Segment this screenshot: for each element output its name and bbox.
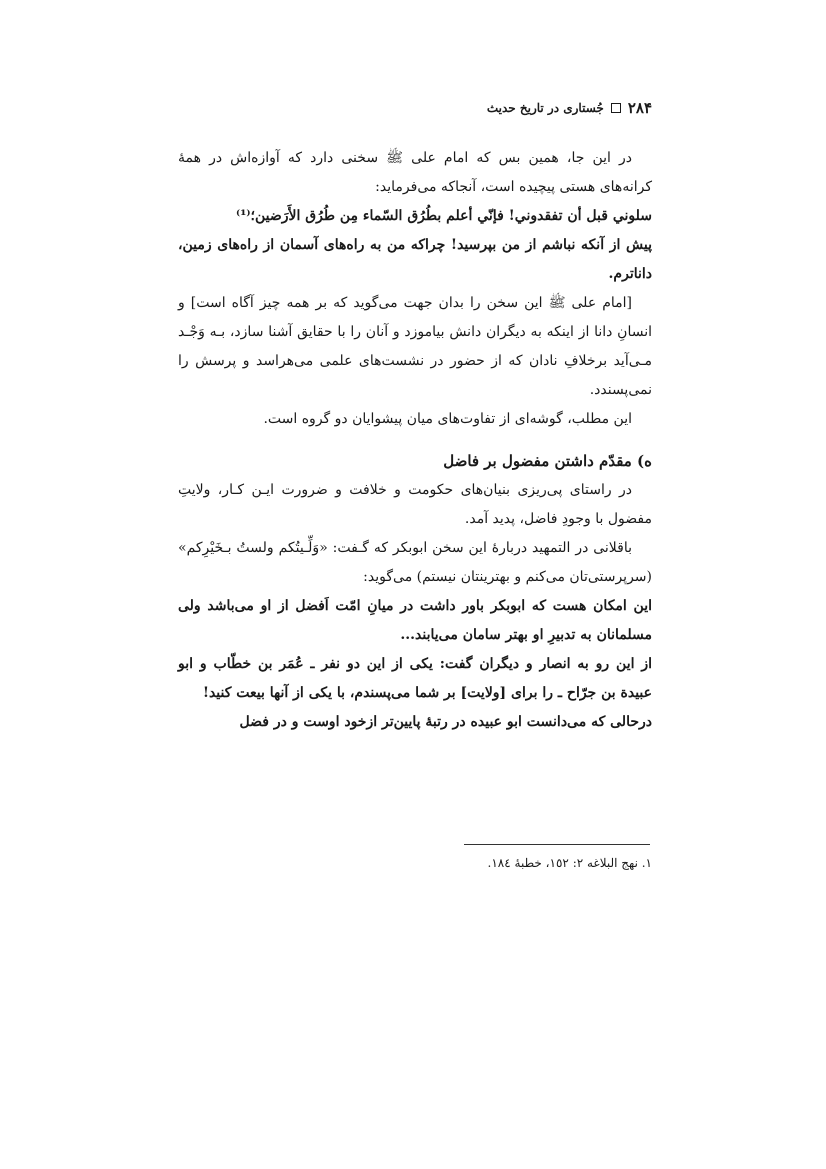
quote-translation: پیش از آنکه نباشم از من بپرسید! چراکه من به راه‌های آسمان از راه‌های زمین، داناترم.: [178, 237, 652, 282]
block-quote: از این رو به انصار و دیگران گفت: یکی از این دو نفر ـ عُمَر بن خطّاب و ابو عبیدة بن جرّاح ـ را برای [ولایت] بر شما می‌پسندم، با یکی از آنها بیعت کنید!: [178, 656, 652, 701]
paragraph: این مطلب، گوشه‌ای از تفاوت‌های میان پیشوایان دو گروه است.: [263, 411, 632, 427]
paragraph: باقلانی در التمهید دربارهٔ این سخن ابوبکر که گـفت: «وَلِّـيتُكم ولستُ بـخَيْرِكم» (سرپرستی‌تان می‌کنم و بهترینتان نیستم) می‌گوید:: [178, 540, 652, 585]
arabic-quote: سلوني قبل أن تفقدوني! فإنّي أعلم بطُرُق السّماء مِن طُرُق الأَرَضين؛⁽¹⁾: [236, 208, 652, 224]
footnote-divider: [464, 844, 650, 845]
paragraph: در این جا، همین بس که امام علی ﷺ سخنی دارد که آوازه‌اش در همهٔ کرانه‌های هستی پیچیده است، آنجاکه می‌فرماید:: [178, 150, 652, 195]
page-number: ۲۸۴: [627, 99, 652, 117]
paragraph: [امام علی ﷺ این سخن را بدان جهت می‌گوید که بر همه چیز آگاه است] و انسانِ دانا از اینکه به دیگران دانش بیاموزد و آنان را با حقایق آشنا سازد، بـه وَجْـد مـی‌آید برخلافِ نادان که از حضور در نشست‌های علمی می‌هراسد و پرسش را نمی‌پسندد.: [178, 295, 652, 398]
footnote: ١. نهج البلاغه ٢: ١٥٢، خطبهٔ ١٨٤.: [487, 856, 652, 870]
block-quote: درحالی که می‌دانست ابو عبیده در رتبهٔ پایین‌تر ازخود اوست و در فضل: [239, 714, 652, 730]
page-body: [178, 96, 652, 737]
paragraph: در راستای پی‌ریزی بنیان‌های حکومت و خلافت و ضرورت ایـن کـار، ولایتِ مفضول با وجودِ فاضل، پدید آمد.: [178, 482, 652, 527]
block-quote: این امکان هست که ابوبکر باور داشت در میانِ امّت اَفضل از او می‌باشد ولی مسلمانان به تدبیرِ او بهتر سامان می‌یابند...: [178, 598, 652, 643]
section-heading: ه) مقدّم داشتن مفضول بر فاضل: [443, 452, 652, 470]
book-title: جُستاری در تاریخ حدیث: [486, 101, 604, 115]
square-bullet-icon: [611, 103, 621, 113]
running-header: [178, 96, 652, 120]
